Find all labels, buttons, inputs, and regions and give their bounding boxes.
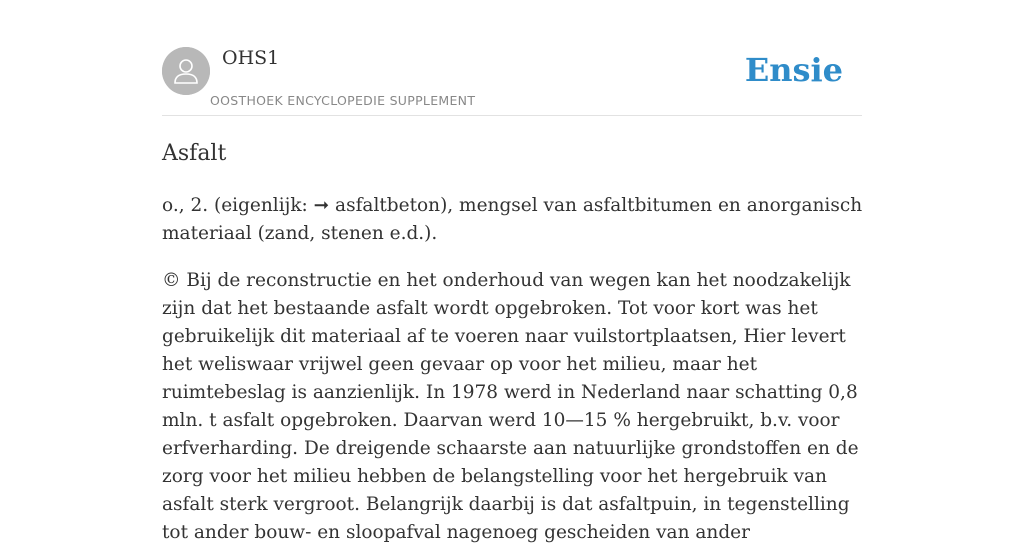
entry-header <box>162 0 862 116</box>
entry-definition: o., 2. (eigenlijk: ➞ asfaltbeton), mengsel van asfaltbitumen en anorganisch materiaal (zand, stenen e.d.). <box>162 195 863 244</box>
entry-body: © Bij de reconstructie en het onderhoud van wegen kan het noodzakelijk zijn dat het bestaande asfalt wordt opgebroken. Tot voor kort was het gebruikelijk dit materiaal af te voeren naar vuilstortplaatsen, Hier levert het weliswaar vrijwel geen gevaar op voor het milieu, maar het ruimtebeslag is aanzienlijk. In 1978 werd in Nederland naar schatting 0,8 mln. t asfalt opgebroken. Daarvan werd 10—15 % hergebruikt, b.v. voor erfverharding. De dreigende schaarste aan natuurlijke grondstoffen en de zorg voor het milieu hebben de belangstelling voor het hergebruik van asfalt sterk vergroot. Belangrijk daarbij is dat asfaltpuin, in tegenstelling tot ander bouw- en sloopafval nagenoeg gescheiden van ander <box>162 270 859 543</box>
content-container <box>162 0 863 543</box>
entry-title: Asfalt <box>162 141 227 166</box>
ensie-logo[interactable]: Ensie <box>744 51 843 89</box>
user-avatar-icon[interactable] <box>162 47 210 95</box>
source-name[interactable]: OOSTHOEK ENCYCLOPEDIE SUPPLEMENT <box>210 93 476 108</box>
author-name[interactable]: OHS1 <box>222 47 280 69</box>
